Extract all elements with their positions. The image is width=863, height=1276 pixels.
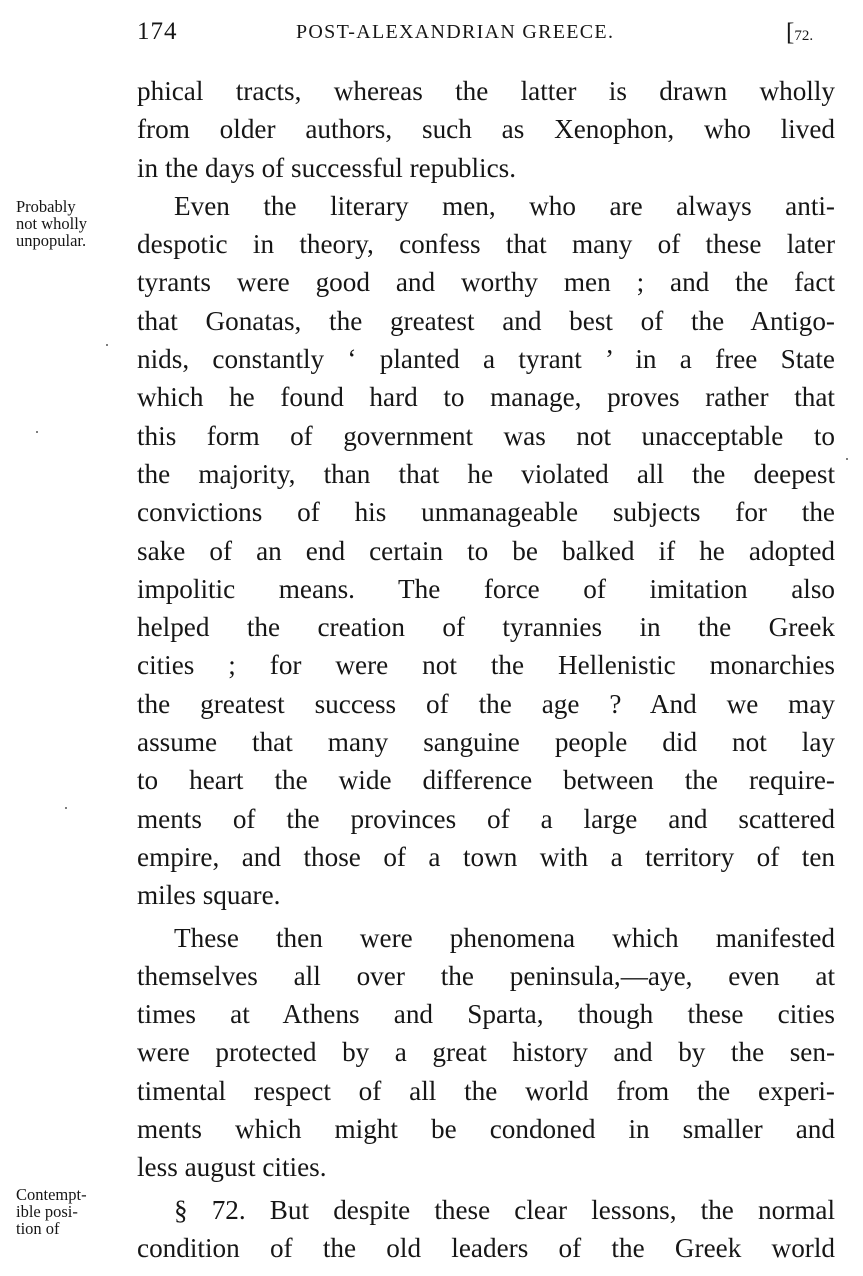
- body-line: nids, constantly ‘ planted a tyrant ’ in a free State: [137, 344, 835, 375]
- margin-note-line: Probably: [16, 197, 76, 216]
- margin-note-line: unpopular.: [16, 231, 87, 251]
- body-line: the majority, than that he violated all the deepest: [137, 458, 835, 489]
- section-start-line: § 72. But despite these clear lessons, the normal: [174, 1194, 835, 1225]
- running-title: POST-ALEXANDRIAN GREECE.: [296, 21, 615, 43]
- body-line: in the days of successful republics.: [137, 152, 517, 183]
- body-line: miles square.: [137, 880, 281, 911]
- section-marker: [786, 19, 813, 47]
- body-line: from older authors, such as Xenophon, who lived: [137, 114, 835, 145]
- body-line: sake of an end certain to be balked if he adopted: [137, 535, 835, 566]
- body-line: condition of the old leaders of the Greek world: [137, 1232, 835, 1263]
- body-line: ments which might be condoned in smaller and: [137, 1114, 835, 1145]
- body-text: [137, 72, 835, 1267]
- body-line: helped the creation of tyrannies in the Greek: [137, 612, 835, 643]
- page-number: 174: [137, 18, 178, 45]
- margin-note-line: tion of: [16, 1219, 60, 1239]
- body-line: this form of government was not unacceptable to: [137, 420, 835, 451]
- paragraph-start-line: These then were phenomena which manifested: [174, 922, 835, 953]
- body-line: convictions of his unmanageable subjects for the: [137, 497, 835, 528]
- margin-note-line: Contempt-: [16, 1185, 87, 1204]
- scan-speck: [36, 431, 38, 433]
- body-line: were protected by a great history and by the sen-: [137, 1037, 835, 1068]
- body-line: empire, and those of a town with a territory of ten: [137, 841, 835, 872]
- margin-note-contemptible-position: [16, 1186, 128, 1238]
- section-bracket: [: [786, 19, 795, 46]
- body-line: that Gonatas, the greatest and best of the Antigo-: [137, 305, 835, 336]
- section-number: 72.: [794, 28, 814, 44]
- margin-note-probably-not-wholly-unpopular: [16, 198, 128, 250]
- margin-note-line: not wholly: [16, 214, 88, 234]
- margin-note-line: ible posi-: [16, 1202, 78, 1222]
- body-line: ments of the provinces of a large and scattered: [137, 803, 835, 834]
- body-line: less august cities.: [137, 1152, 327, 1183]
- body-line: tyrants were good and worthy men ; and the fact: [137, 267, 835, 298]
- paragraph-start-line: Even the literary men, who are always anti-: [174, 190, 835, 221]
- body-line: despotic in theory, confess that many of these later: [137, 229, 835, 260]
- scan-speck: [846, 458, 848, 460]
- body-line: the greatest success of the age ? And we may: [137, 688, 835, 719]
- body-line: phical tracts, whereas the latter is drawn wholly: [137, 76, 835, 106]
- body-line: to heart the wide difference between the require-: [137, 765, 835, 796]
- body-line: assume that many sanguine people did not lay: [137, 727, 835, 758]
- body-line: cities ; for were not the Hellenistic monarchies: [137, 650, 835, 681]
- body-line: impolitic means. The force of imitation also: [137, 573, 835, 604]
- body-line: which he found hard to manage, proves rather that: [137, 382, 835, 413]
- scan-speck: [106, 344, 108, 346]
- body-line: timental respect of all the world from the experi-: [137, 1075, 835, 1106]
- running-head: [0, 18, 863, 50]
- body-line: times at Athens and Sparta, though these cities: [137, 999, 835, 1030]
- scan-speck: [65, 807, 67, 809]
- body-line: themselves all over the peninsula,—aye, even at: [137, 960, 835, 991]
